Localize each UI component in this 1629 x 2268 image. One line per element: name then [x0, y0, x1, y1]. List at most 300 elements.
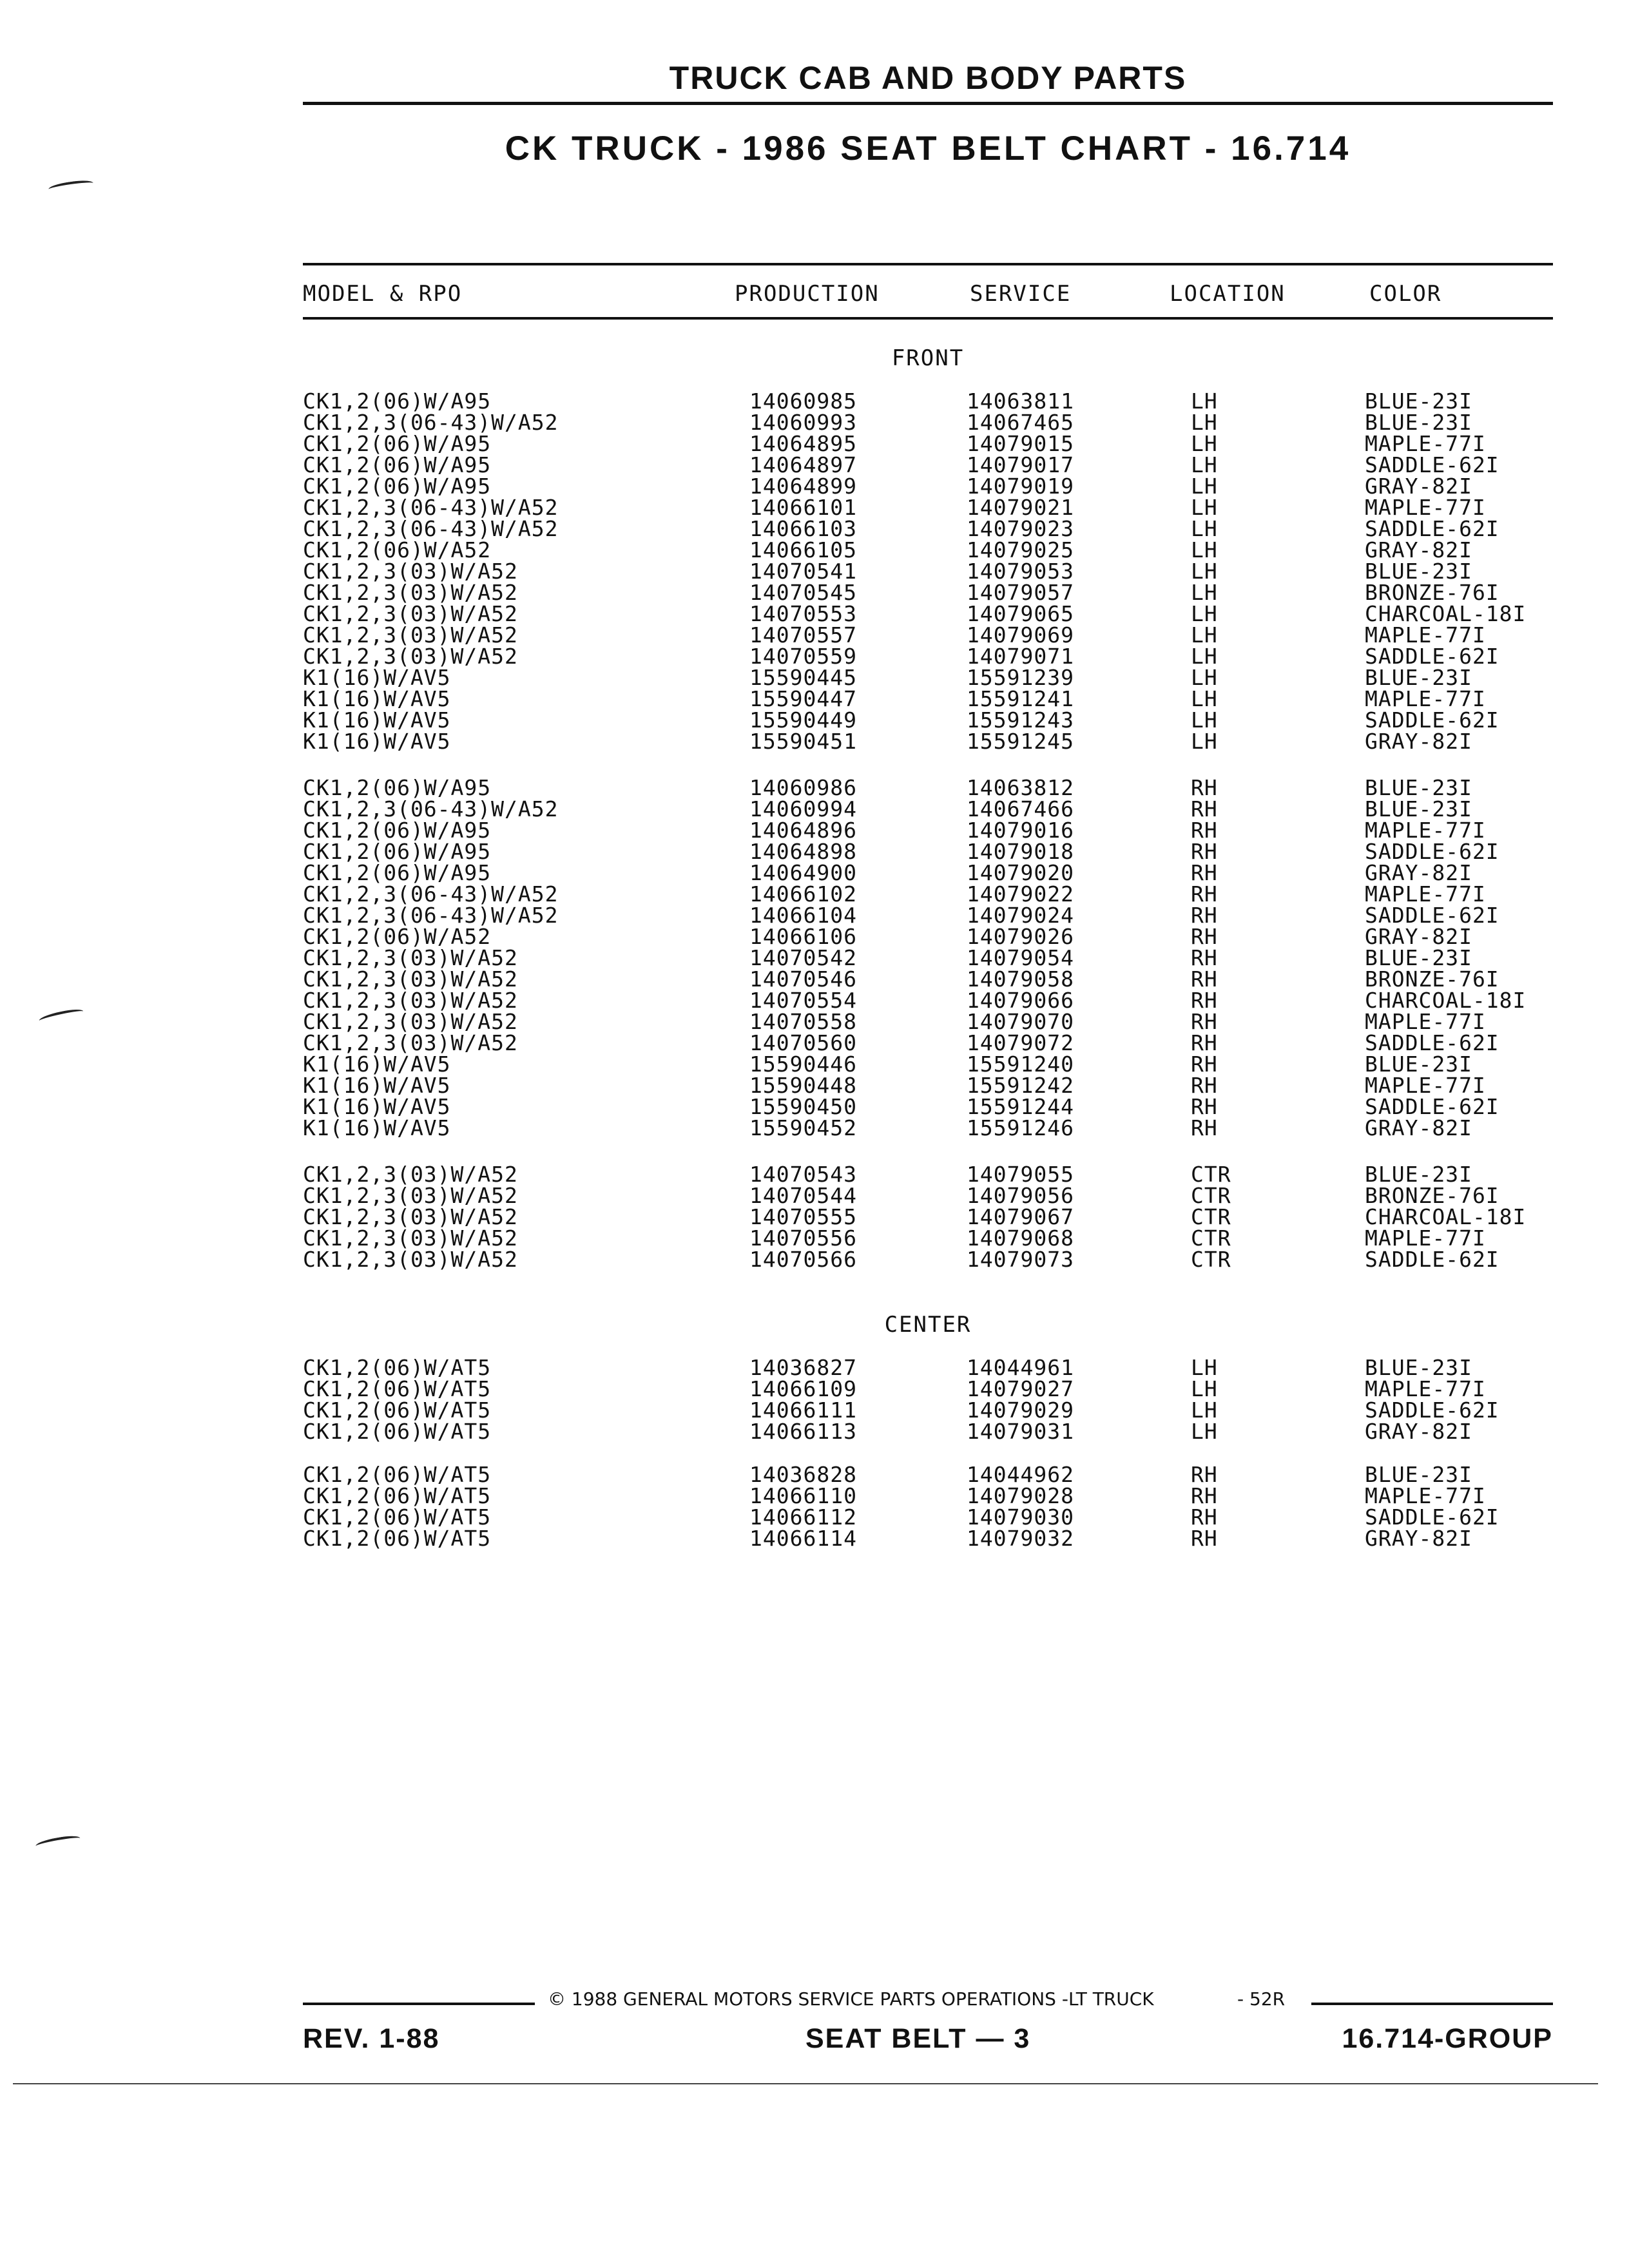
- table-row: [303, 476, 1566, 497]
- model-cell: K1(16)W/AV5: [303, 1115, 451, 1140]
- model-cell: CK1,2,3(03)W/A52: [303, 1247, 518, 1272]
- model-cell: CK1,2,3(03)W/A52: [303, 559, 518, 584]
- model-cell: CK1,2(06)W/AT5: [303, 1355, 492, 1380]
- location-cell: RH: [1191, 966, 1218, 992]
- location-cell: LH: [1191, 1355, 1218, 1380]
- model-cell: K1(16)W/AV5: [303, 1094, 451, 1119]
- service-part-number: 14079027: [967, 1376, 1074, 1401]
- table-row: [303, 646, 1566, 667]
- color-cell: MAPLE-77I: [1365, 818, 1486, 843]
- model-cell: CK1,2(06)W/AT5: [303, 1526, 492, 1551]
- color-cell: SADDLE-62I: [1365, 1398, 1499, 1423]
- location-cell: LH: [1191, 537, 1218, 562]
- production-part-number: 14064897: [749, 452, 857, 477]
- table-row: [303, 603, 1566, 624]
- table-row: [303, 1421, 1566, 1442]
- location-cell: RH: [1191, 903, 1218, 928]
- color-cell: GRAY-82I: [1365, 729, 1472, 754]
- color-cell: MAPLE-77I: [1365, 1483, 1486, 1508]
- production-part-number: 14070560: [749, 1030, 857, 1055]
- service-part-number: 14079053: [967, 559, 1074, 584]
- production-part-number: 15590452: [749, 1115, 857, 1140]
- color-cell: CHARCOAL-18I: [1365, 601, 1527, 626]
- table-row: [303, 1485, 1566, 1506]
- location-cell: RH: [1191, 924, 1218, 949]
- model-cell: CK1,2,3(06-43)W/A52: [303, 516, 559, 541]
- model-cell: CK1,2(06)W/AT5: [303, 1462, 492, 1487]
- location-cell: LH: [1191, 452, 1218, 477]
- location-cell: CTR: [1191, 1183, 1231, 1208]
- production-part-number: 14070546: [749, 966, 857, 992]
- color-cell: BLUE-23I: [1365, 945, 1472, 970]
- location-cell: RH: [1191, 1483, 1218, 1508]
- service-part-number: 14079054: [967, 945, 1074, 970]
- production-part-number: 14066110: [749, 1483, 857, 1508]
- production-part-number: 14060985: [749, 389, 857, 414]
- table-row: [303, 1053, 1566, 1075]
- location-cell: CTR: [1191, 1225, 1231, 1251]
- model-cell: CK1,2(06)W/A95: [303, 389, 492, 414]
- location-cell: RH: [1191, 1115, 1218, 1140]
- table-row: [303, 390, 1566, 412]
- service-part-number: 15591239: [967, 665, 1074, 690]
- location-cell: LH: [1191, 665, 1218, 690]
- service-part-number: 14044961: [967, 1355, 1074, 1380]
- color-cell: BLUE-23I: [1365, 775, 1472, 800]
- production-part-number: 14070554: [749, 988, 857, 1013]
- model-cell: CK1,2(06)W/AT5: [303, 1504, 492, 1530]
- production-part-number: 14060993: [749, 410, 857, 435]
- location-cell: LH: [1191, 729, 1218, 754]
- service-part-number: 14079069: [967, 622, 1074, 648]
- column-header-production: PRODUCTION: [735, 281, 880, 307]
- model-cell: CK1,2,3(03)W/A52: [303, 988, 518, 1013]
- production-part-number: 14066114: [749, 1526, 857, 1551]
- table-row: [303, 926, 1566, 947]
- footer-copyright-line: [303, 1988, 1553, 2014]
- production-part-number: 14070566: [749, 1247, 857, 1272]
- service-part-number: 14067466: [967, 796, 1074, 822]
- table-row: [303, 497, 1566, 518]
- production-part-number: 15590448: [749, 1073, 857, 1098]
- model-cell: CK1,2,3(03)W/A52: [303, 1030, 518, 1055]
- production-part-number: 14070555: [749, 1204, 857, 1229]
- color-cell: GRAY-82I: [1365, 1419, 1472, 1444]
- model-cell: CK1,2(06)W/A95: [303, 818, 492, 843]
- service-part-number: 14079057: [967, 580, 1074, 605]
- location-cell: LH: [1191, 495, 1218, 520]
- color-cell: MAPLE-77I: [1365, 1009, 1486, 1034]
- service-part-number: 14079065: [967, 601, 1074, 626]
- model-cell: CK1,2,3(06-43)W/A52: [303, 881, 559, 907]
- model-cell: CK1,2,3(03)W/A52: [303, 601, 518, 626]
- production-part-number: 14066109: [749, 1376, 857, 1401]
- color-cell: BLUE-23I: [1365, 1162, 1472, 1187]
- color-cell: MAPLE-77I: [1365, 495, 1486, 520]
- table-row: [303, 1032, 1566, 1053]
- table-row: [303, 862, 1566, 883]
- service-part-number: 14063812: [967, 775, 1074, 800]
- location-cell: CTR: [1191, 1247, 1231, 1272]
- model-cell: CK1,2(06)W/A95: [303, 775, 492, 800]
- location-cell: RH: [1191, 775, 1218, 800]
- color-cell: SADDLE-62I: [1365, 516, 1499, 541]
- service-part-number: 15591242: [967, 1073, 1074, 1098]
- model-cell: K1(16)W/AV5: [303, 665, 451, 690]
- production-part-number: 14064899: [749, 474, 857, 499]
- table-row: [303, 667, 1566, 688]
- service-part-number: 14044962: [967, 1462, 1074, 1487]
- model-cell: CK1,2,3(03)W/A52: [303, 966, 518, 992]
- section-label-center: CENTER: [884, 1312, 972, 1338]
- table-row: [303, 841, 1566, 862]
- model-cell: CK1,2,3(03)W/A52: [303, 1162, 518, 1187]
- production-part-number: 14066104: [749, 903, 857, 928]
- production-part-number: 14066103: [749, 516, 857, 541]
- column-header-color: COLOR: [1369, 281, 1442, 307]
- center-lh-rows: [303, 1357, 1566, 1442]
- color-cell: SADDLE-62I: [1365, 839, 1499, 864]
- production-part-number: 14064898: [749, 839, 857, 864]
- color-cell: MAPLE-77I: [1365, 622, 1486, 648]
- location-cell: LH: [1191, 580, 1218, 605]
- service-part-number: 15591244: [967, 1094, 1074, 1119]
- color-cell: CHARCOAL-18I: [1365, 1204, 1527, 1229]
- production-part-number: 15590450: [749, 1094, 857, 1119]
- table-row: [303, 905, 1566, 926]
- color-cell: BRONZE-76I: [1365, 966, 1499, 992]
- footer-rule-right: [1311, 2003, 1553, 2005]
- service-part-number: 14079022: [967, 881, 1074, 907]
- production-part-number: 14060986: [749, 775, 857, 800]
- color-cell: GRAY-82I: [1365, 474, 1472, 499]
- table-row: [303, 582, 1566, 603]
- production-part-number: 14066105: [749, 537, 857, 562]
- table-row: [303, 1249, 1566, 1270]
- table-row: [303, 1399, 1566, 1421]
- color-cell: GRAY-82I: [1365, 1115, 1472, 1140]
- production-part-number: 14070553: [749, 601, 857, 626]
- color-cell: MAPLE-77I: [1365, 686, 1486, 711]
- page-code: - 52R: [1237, 1988, 1286, 2010]
- production-part-number: 15590446: [749, 1052, 857, 1077]
- model-cell: CK1,2,3(03)W/A52: [303, 580, 518, 605]
- revision-label: REV. 1-88: [303, 2023, 440, 2054]
- production-part-number: 14060994: [749, 796, 857, 822]
- table-row: [303, 1464, 1566, 1485]
- color-cell: GRAY-82I: [1365, 860, 1472, 885]
- model-cell: CK1,2,3(03)W/A52: [303, 1009, 518, 1034]
- service-part-number: 15591243: [967, 707, 1074, 733]
- model-cell: CK1,2,3(03)W/A52: [303, 945, 518, 970]
- production-part-number: 14070543: [749, 1162, 857, 1187]
- location-cell: RH: [1191, 1030, 1218, 1055]
- table-row: [303, 1164, 1566, 1185]
- production-part-number: 14064896: [749, 818, 857, 843]
- location-cell: RH: [1191, 1094, 1218, 1119]
- table-row: [303, 454, 1566, 476]
- table-row: [303, 820, 1566, 841]
- color-cell: BLUE-23I: [1365, 796, 1472, 822]
- table-row: [303, 518, 1566, 539]
- model-cell: K1(16)W/AV5: [303, 686, 451, 711]
- service-part-number: 14079021: [967, 495, 1074, 520]
- location-cell: RH: [1191, 818, 1218, 843]
- service-part-number: 14079072: [967, 1030, 1074, 1055]
- location-cell: CTR: [1191, 1204, 1231, 1229]
- color-cell: BLUE-23I: [1365, 1052, 1472, 1077]
- table-row: [303, 1117, 1566, 1139]
- scan-mark: [48, 178, 93, 194]
- model-cell: CK1,2,3(03)W/A52: [303, 1204, 518, 1229]
- chart-title: CK TRUCK - 1986 SEAT BELT CHART - 16.714: [505, 130, 1351, 168]
- production-part-number: 14066112: [749, 1504, 857, 1530]
- color-cell: SADDLE-62I: [1365, 1094, 1499, 1119]
- color-cell: BLUE-23I: [1365, 665, 1472, 690]
- table-row: [303, 561, 1566, 582]
- table-row: [303, 433, 1566, 454]
- model-cell: K1(16)W/AV5: [303, 729, 451, 754]
- table-row: [303, 1075, 1566, 1096]
- location-cell: LH: [1191, 1376, 1218, 1401]
- production-part-number: 14066102: [749, 881, 857, 907]
- location-cell: RH: [1191, 1009, 1218, 1034]
- production-part-number: 14036828: [749, 1462, 857, 1487]
- location-cell: LH: [1191, 1398, 1218, 1423]
- model-cell: K1(16)W/AV5: [303, 1073, 451, 1098]
- color-cell: SADDLE-62I: [1365, 644, 1499, 669]
- model-cell: CK1,2,3(06-43)W/A52: [303, 410, 559, 435]
- model-cell: K1(16)W/AV5: [303, 1052, 451, 1077]
- location-cell: RH: [1191, 1526, 1218, 1551]
- table-row: [303, 709, 1566, 731]
- location-cell: LH: [1191, 622, 1218, 648]
- table-row: [303, 624, 1566, 646]
- footer-section-label: SEAT BELT — 3: [805, 2023, 1031, 2054]
- table-row: [303, 1378, 1566, 1399]
- production-part-number: 14066111: [749, 1398, 857, 1423]
- model-cell: CK1,2,3(06-43)W/A52: [303, 495, 559, 520]
- location-cell: CTR: [1191, 1162, 1231, 1187]
- table-row: [303, 798, 1566, 820]
- service-part-number: 14079031: [967, 1419, 1074, 1444]
- table-header: [303, 263, 1553, 320]
- color-cell: BLUE-23I: [1365, 389, 1472, 414]
- color-cell: BRONZE-76I: [1365, 1183, 1499, 1208]
- group-number: 16.714-GROUP: [1342, 2023, 1553, 2054]
- page-footer: [303, 2023, 1553, 2062]
- color-cell: MAPLE-77I: [1365, 1376, 1486, 1401]
- service-part-number: 14079016: [967, 818, 1074, 843]
- production-part-number: 14064900: [749, 860, 857, 885]
- location-cell: LH: [1191, 686, 1218, 711]
- color-cell: CHARCOAL-18I: [1365, 988, 1527, 1013]
- table-row: [303, 883, 1566, 905]
- production-part-number: 15590447: [749, 686, 857, 711]
- model-cell: K1(16)W/AV5: [303, 707, 451, 733]
- color-cell: SADDLE-62I: [1365, 1247, 1499, 1272]
- service-part-number: 14079019: [967, 474, 1074, 499]
- production-part-number: 14070557: [749, 622, 857, 648]
- location-cell: RH: [1191, 1073, 1218, 1098]
- service-part-number: 14079068: [967, 1225, 1074, 1251]
- location-cell: LH: [1191, 1419, 1218, 1444]
- column-header-location: LOCATION: [1170, 281, 1286, 307]
- color-cell: SADDLE-62I: [1365, 707, 1499, 733]
- service-part-number: 14079029: [967, 1398, 1074, 1423]
- service-part-number: 14079067: [967, 1204, 1074, 1229]
- table-row: [303, 1096, 1566, 1117]
- table-row: [303, 731, 1566, 752]
- front-rh-rows: [303, 777, 1566, 1139]
- table-row: [303, 1206, 1566, 1227]
- service-part-number: 14079017: [967, 452, 1074, 477]
- model-cell: CK1,2(06)W/AT5: [303, 1483, 492, 1508]
- table-row: [303, 1185, 1566, 1206]
- color-cell: SADDLE-62I: [1365, 1504, 1499, 1530]
- service-part-number: 14079026: [967, 924, 1074, 949]
- location-cell: LH: [1191, 559, 1218, 584]
- location-cell: LH: [1191, 389, 1218, 414]
- model-cell: CK1,2(06)W/A95: [303, 860, 492, 885]
- color-cell: BLUE-23I: [1365, 410, 1472, 435]
- color-cell: BLUE-23I: [1365, 559, 1472, 584]
- location-cell: LH: [1191, 431, 1218, 456]
- production-part-number: 15590449: [749, 707, 857, 733]
- model-cell: CK1,2,3(06-43)W/A52: [303, 796, 559, 822]
- table-row: [303, 777, 1566, 798]
- service-part-number: 14079056: [967, 1183, 1074, 1208]
- service-part-number: 14079030: [967, 1504, 1074, 1530]
- location-cell: LH: [1191, 707, 1218, 733]
- production-part-number: 15590445: [749, 665, 857, 690]
- column-header-service: SERVICE: [970, 281, 1072, 307]
- production-part-number: 14070545: [749, 580, 857, 605]
- service-part-number: 14079032: [967, 1526, 1074, 1551]
- service-part-number: 15591245: [967, 729, 1074, 754]
- color-cell: GRAY-82I: [1365, 537, 1472, 562]
- service-part-number: 14067465: [967, 410, 1074, 435]
- table-row: [303, 968, 1566, 990]
- service-part-number: 14079071: [967, 644, 1074, 669]
- production-part-number: 14070541: [749, 559, 857, 584]
- color-cell: MAPLE-77I: [1365, 1225, 1486, 1251]
- service-part-number: 14079024: [967, 903, 1074, 928]
- service-part-number: 14079020: [967, 860, 1074, 885]
- location-cell: RH: [1191, 860, 1218, 885]
- table-row: [303, 1227, 1566, 1249]
- table-row: [303, 1011, 1566, 1032]
- section-label-front: FRONT: [891, 345, 965, 371]
- table-row: [303, 1357, 1566, 1378]
- model-cell: CK1,2(06)W/A95: [303, 452, 492, 477]
- location-cell: LH: [1191, 474, 1218, 499]
- production-part-number: 14066106: [749, 924, 857, 949]
- service-part-number: 14079073: [967, 1247, 1074, 1272]
- color-cell: SADDLE-62I: [1365, 903, 1499, 928]
- bottom-rule: [13, 2083, 1598, 2084]
- model-cell: CK1,2,3(06-43)W/A52: [303, 903, 559, 928]
- table-row: [303, 947, 1566, 968]
- model-cell: CK1,2(06)W/A52: [303, 924, 492, 949]
- production-part-number: 14066101: [749, 495, 857, 520]
- page-header: [303, 59, 1553, 105]
- table-row: [303, 1506, 1566, 1528]
- color-cell: SADDLE-62I: [1365, 1030, 1499, 1055]
- production-part-number: 15590451: [749, 729, 857, 754]
- model-cell: CK1,2,3(03)W/A52: [303, 622, 518, 648]
- table-row: [303, 990, 1566, 1011]
- service-part-number: 14063811: [967, 389, 1074, 414]
- scan-mark: [35, 1834, 81, 1850]
- location-cell: RH: [1191, 881, 1218, 907]
- color-cell: MAPLE-77I: [1365, 1073, 1486, 1098]
- model-cell: CK1,2(06)W/AT5: [303, 1398, 492, 1423]
- front-ctr-rows: [303, 1164, 1566, 1270]
- model-cell: CK1,2(06)W/A95: [303, 474, 492, 499]
- production-part-number: 14064895: [749, 431, 857, 456]
- location-cell: RH: [1191, 839, 1218, 864]
- production-part-number: 14070558: [749, 1009, 857, 1034]
- front-lh-rows: [303, 390, 1566, 752]
- service-part-number: 15591246: [967, 1115, 1074, 1140]
- production-part-number: 14066113: [749, 1419, 857, 1444]
- location-cell: LH: [1191, 644, 1218, 669]
- model-cell: CK1,2,3(03)W/A52: [303, 1183, 518, 1208]
- model-cell: CK1,2(06)W/A52: [303, 537, 492, 562]
- service-part-number: 14079025: [967, 537, 1074, 562]
- scan-mark: [38, 1007, 84, 1025]
- color-cell: GRAY-82I: [1365, 1526, 1472, 1551]
- service-part-number: 14079070: [967, 1009, 1074, 1034]
- production-part-number: 14036827: [749, 1355, 857, 1380]
- model-cell: CK1,2(06)W/AT5: [303, 1376, 492, 1401]
- service-part-number: 14079058: [967, 966, 1074, 992]
- model-cell: CK1,2(06)W/A95: [303, 431, 492, 456]
- color-cell: BLUE-23I: [1365, 1462, 1472, 1487]
- footer-rule-left: [303, 2003, 535, 2005]
- color-cell: BLUE-23I: [1365, 1355, 1472, 1380]
- location-cell: RH: [1191, 1052, 1218, 1077]
- color-cell: MAPLE-77I: [1365, 881, 1486, 907]
- table-row: [303, 539, 1566, 561]
- location-cell: RH: [1191, 988, 1218, 1013]
- table-row: [303, 412, 1566, 433]
- service-part-number: 14079066: [967, 988, 1074, 1013]
- service-part-number: 14079015: [967, 431, 1074, 456]
- service-part-number: 14079018: [967, 839, 1074, 864]
- location-cell: LH: [1191, 516, 1218, 541]
- model-cell: CK1,2(06)W/AT5: [303, 1419, 492, 1444]
- location-cell: LH: [1191, 410, 1218, 435]
- location-cell: LH: [1191, 601, 1218, 626]
- color-cell: GRAY-82I: [1365, 924, 1472, 949]
- location-cell: RH: [1191, 796, 1218, 822]
- service-part-number: 15591240: [967, 1052, 1074, 1077]
- model-cell: CK1,2,3(03)W/A52: [303, 1225, 518, 1251]
- center-rh-rows: [303, 1464, 1566, 1549]
- model-cell: CK1,2(06)W/A95: [303, 839, 492, 864]
- location-cell: RH: [1191, 945, 1218, 970]
- production-part-number: 14070556: [749, 1225, 857, 1251]
- table-row: [303, 688, 1566, 709]
- header-title: TRUCK CAB AND BODY PARTS: [669, 60, 1187, 96]
- location-cell: RH: [1191, 1462, 1218, 1487]
- service-part-number: 14079028: [967, 1483, 1074, 1508]
- color-cell: MAPLE-77I: [1365, 431, 1486, 456]
- production-part-number: 14070544: [749, 1183, 857, 1208]
- service-part-number: 14079023: [967, 516, 1074, 541]
